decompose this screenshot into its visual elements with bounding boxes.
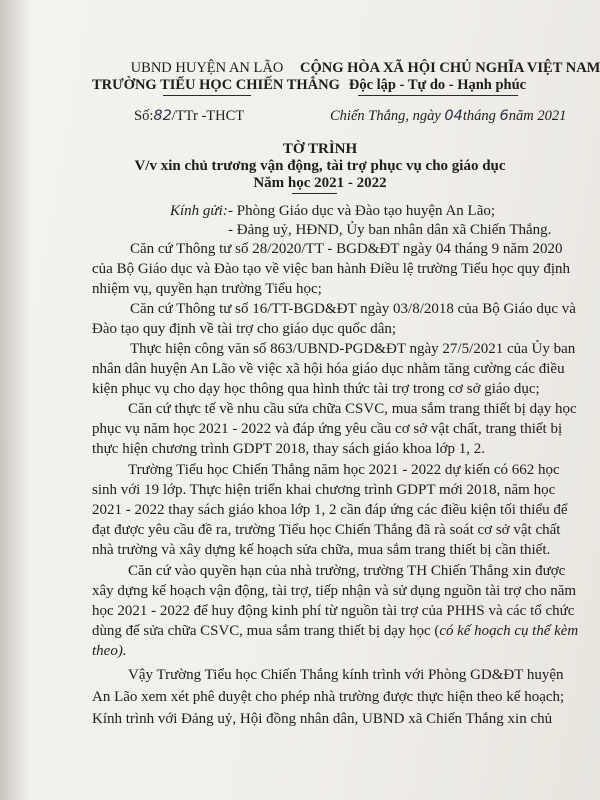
number-suffix: /TTr -THCT bbox=[171, 108, 245, 124]
body-line-7: nhân dân huyện An Lão về việc xã hội hóa giáo dục nhằm tăng cường các điều bbox=[92, 361, 565, 377]
body-line-11: thực hiện chương trình GDPT 2018, thay sách giáo khoa lớp 1, 2. bbox=[92, 441, 486, 457]
agency-name: UBND HUYỆN AN LÃO bbox=[130, 60, 284, 76]
school-year: Năm học 2021 - 2022 bbox=[253, 175, 387, 191]
motto-underline bbox=[358, 95, 518, 96]
document-number bbox=[134, 108, 244, 125]
date-suffix: năm 2021 bbox=[508, 108, 567, 124]
body-line-10: phục vụ năm học 2021 - 2022 và đáp ứng yêu cầu cơ sở vật chất, trang thiết bị bbox=[92, 421, 563, 437]
body-line-4: Căn cứ Thông tư số 16/TT-BGD&ĐT ngày 03/8/2018 của Bộ Giáo dục và bbox=[130, 301, 576, 317]
body-line-23: An Lão xem xét phê duyệt cho phép nhà trường được thực hiện theo kế hoạch; bbox=[92, 689, 565, 705]
school-name-underline bbox=[163, 95, 251, 96]
body-line-18: xây dựng kế hoạch vận động, tài trợ, tiếp nhận và sử dụng nguồn tài trợ cho năm bbox=[92, 583, 577, 599]
body-line-20 bbox=[92, 623, 578, 640]
body-line-6: Thực hiện công văn số 863/UBND-PGD&ĐT ngày 27/5/2021 của Ủy ban bbox=[130, 341, 576, 357]
date-day-handwritten: 04 bbox=[444, 108, 463, 124]
body-line-12: Trường Tiểu học Chiến Thắng năm học 2021 - 2022 dự kiến có 662 học bbox=[128, 462, 560, 478]
date-mid: tháng bbox=[462, 108, 496, 124]
body-line-13: sinh với 19 lớp. Thực hiện triển khai chương trình GDPT mới 2018, năm học bbox=[92, 482, 556, 498]
body-line-20-italic: có kế hoạch cụ thể kèm bbox=[439, 623, 579, 639]
document-title: TỜ TRÌNH bbox=[282, 141, 358, 157]
body-line-14: 2021 - 2022 thay sách giáo khoa lớp 1, 2 cần đáp ứng các điều kiện tối thiểu để bbox=[92, 502, 568, 518]
body-line-19: học 2021 - 2022 để huy động kinh phí từ nguồn tài trợ của PHHS và các tổ chức bbox=[92, 603, 575, 619]
national-title: CỘNG HÒA XÃ HỘI CHỦ NGHĨA VIỆT NAM bbox=[300, 60, 600, 76]
recipients-label: Kính gửi: bbox=[170, 203, 228, 219]
body-line-3: nhiệm vụ, quyền hạn trường Tiểu học; bbox=[92, 281, 322, 297]
school-name: TRƯỜNG TIỂU HỌC CHIẾN THẮNG bbox=[92, 77, 340, 93]
date-prefix: Chiến Thắng, ngày bbox=[330, 108, 441, 124]
recipient-1: - Phòng Giáo dục và Đào tạo huyện An Lão; bbox=[228, 203, 496, 219]
body-line-16: nhà trường và xây dựng kế hoạch sửa chữa, mua sắm trang thiết bị cần thiết. bbox=[92, 542, 551, 558]
recipient-2: - Đảng uỷ, HĐND, Ủy ban nhân dân xã Chiến Thắng. bbox=[228, 222, 552, 238]
body-line-24: Kính trình với Đảng uỷ, Hội đồng nhân dân, UBND xã Chiến Thắng xin chủ bbox=[92, 711, 553, 727]
body-line-5: Đào tạo quy định về tài trợ cho giáo dục quốc dân; bbox=[92, 321, 397, 337]
page-shadow bbox=[0, 0, 30, 800]
body-line-20-text: dùng để sửa chữa CSVC, mua sắm trang thiết bị dạy học ( bbox=[92, 623, 440, 639]
number-prefix: Số: bbox=[134, 108, 154, 124]
document-subject: V/v xin chủ trương vận động, tài trợ phục vụ cho giáo dục bbox=[134, 158, 506, 174]
body-line-1: Căn cứ Thông tư số 28/2020/TT - BGD&ĐT ngày 04 tháng 9 năm 2020 bbox=[130, 241, 563, 257]
title-underline bbox=[292, 193, 337, 194]
date-month-handwritten: 6 bbox=[499, 108, 509, 124]
body-line-17: Căn cứ vào quyền hạn của nhà trường, trường TH Chiến Thắng xin được bbox=[128, 563, 566, 579]
body-line-9: Căn cứ thực tế về nhu cầu sửa chữa CSVC, mua sắm trang thiết bị dạy học bbox=[128, 401, 577, 417]
body-line-21: theo). bbox=[92, 643, 127, 659]
body-line-8: kiện phục vụ cho dạy học thông qua hình thức tài trợ trong cơ sở giáo dục; bbox=[92, 381, 540, 397]
number-handwritten: 82 bbox=[153, 108, 172, 124]
body-line-15: đạt được yêu cầu đề ra, trường Tiểu học Chiến Thắng đã rà soát cơ sở vật chất bbox=[92, 522, 561, 538]
document-date bbox=[330, 108, 566, 125]
national-motto: Độc lập - Tự do - Hạnh phúc bbox=[348, 77, 527, 93]
body-line-22: Vậy Trường Tiểu học Chiến Thắng kính trình với Phòng GD&ĐT huyện bbox=[128, 667, 564, 683]
body-line-2: của Bộ Giáo dục và Đào tạo về việc ban hành Điều lệ trường Tiểu học quy định bbox=[92, 261, 571, 277]
